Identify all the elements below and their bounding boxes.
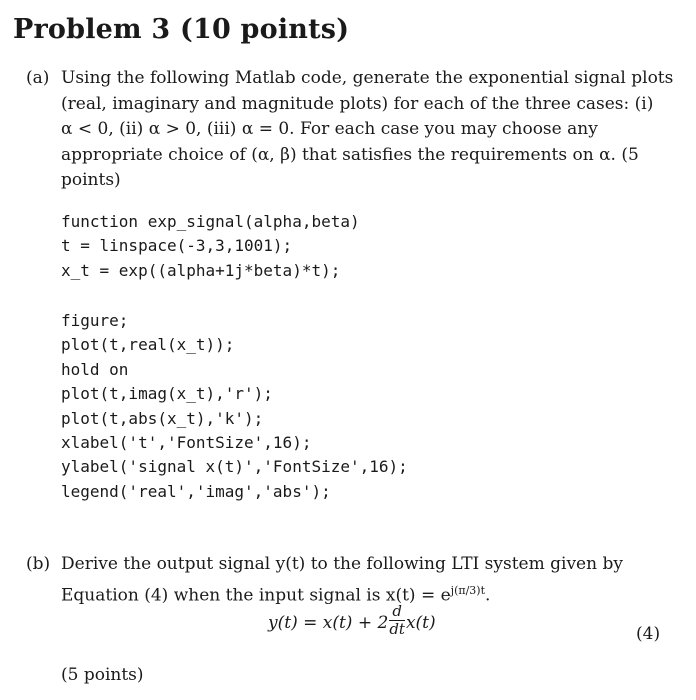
code-line: t = linspace(-3,3,1001); (61, 236, 293, 256)
equation-number: (4) (636, 624, 661, 644)
derivative-fraction (389, 603, 405, 638)
part-a-line-2: (real, imaginary and magnitude plots) for each of the three cases: (i) (61, 93, 654, 114)
part-b-text (61, 552, 671, 609)
equation-lhs: y(t) = x(t) + 2 (268, 613, 389, 633)
part-b-line-2 (61, 578, 671, 609)
code-line: plot(t,abs(x_t),'k'); (61, 408, 264, 428)
fraction-denominator: dt (389, 620, 405, 638)
code-line: hold on (61, 359, 129, 379)
code-line: legend('real','imag','abs'); (61, 481, 331, 501)
part-a-line-5: points) (61, 170, 121, 191)
code-line: ylabel('signal x(t)','FontSize',16); (61, 457, 408, 477)
exponent: j(π/3)t (450, 583, 486, 597)
code-line: x_t = exp((alpha+1j*beta)*t); (61, 260, 341, 280)
code-line: figure; (61, 311, 129, 330)
code-line: function exp_signal(alpha,beta) (61, 212, 360, 231)
part-a-line-1: Using the following Matlab code, generate the exponential signal plots (61, 68, 674, 88)
code-line: plot(t,real(x_t)); (61, 335, 235, 355)
part-a-label: (a) (26, 68, 50, 88)
part-b-line-1: Derive the output signal y(t) to the following LTI system given by (61, 554, 623, 574)
part-a-line-4: appropriate choice of (α, β) that satisfies the requirements on α. (5 (61, 144, 639, 165)
part-b-line-2-suffix: . (485, 585, 491, 606)
part-b-points: (5 points) (61, 665, 144, 685)
code-block-plot (61, 309, 408, 504)
problem-title: Problem 3 (10 points) (13, 14, 350, 45)
equation-rhs: x(t) (405, 613, 436, 633)
part-a-text (61, 66, 674, 194)
code-line: xlabel('t','FontSize',16); (61, 433, 312, 453)
part-a-line-3: α < 0, (ii) α > 0, (iii) α = 0. For each case you may choose any (61, 119, 598, 140)
part-b-line-2-prefix: Equation (4) when the input signal is x(t) = e (61, 585, 451, 606)
equation-4 (268, 602, 436, 641)
code-block-function (61, 210, 360, 283)
fraction-numerator: d (389, 603, 405, 621)
code-line: plot(t,imag(x_t),'r'); (61, 384, 273, 404)
part-b-label: (b) (26, 554, 51, 574)
